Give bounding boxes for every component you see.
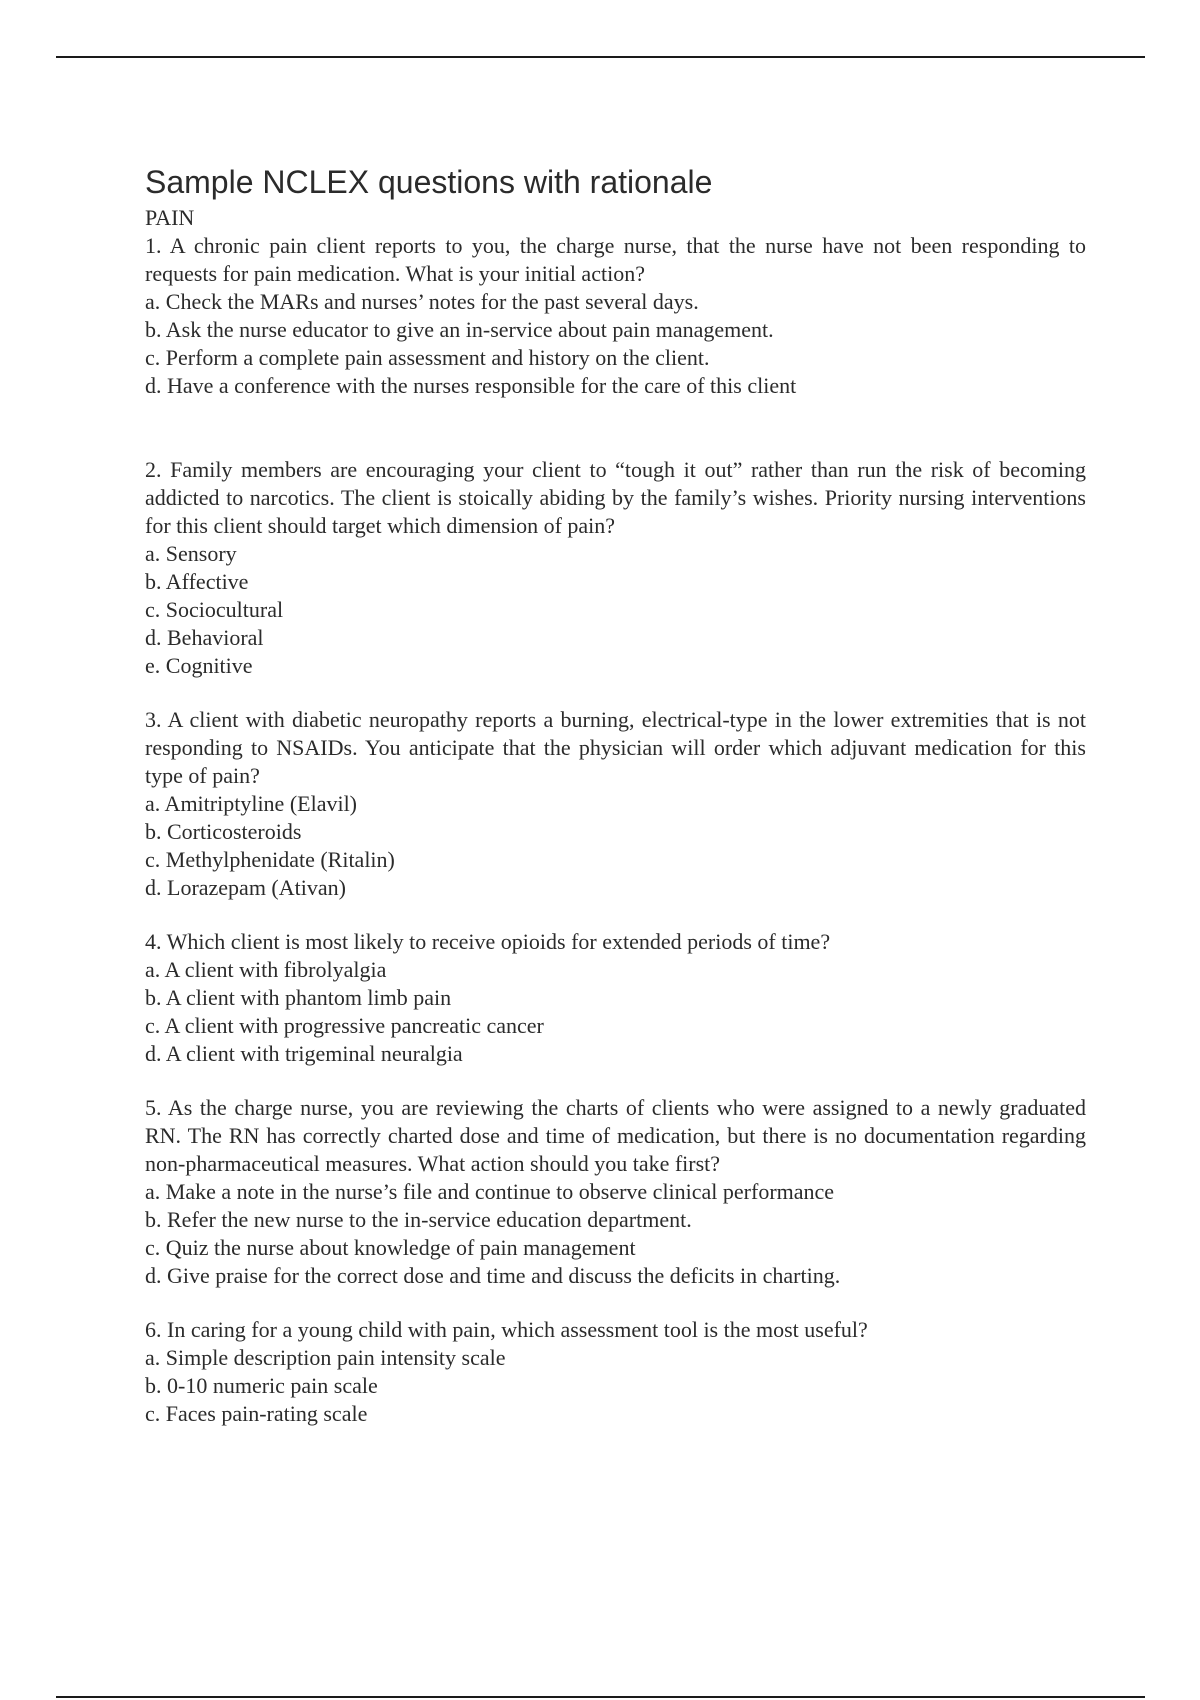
answer-option: b. Affective	[145, 569, 249, 594]
answer-option: c. Quiz the nurse about knowledge of pain management	[145, 1235, 636, 1260]
answer-option: d. Give praise for the correct dose and time and discuss the deficits in charting.	[145, 1263, 841, 1288]
answer-option: e. Cognitive	[145, 653, 253, 678]
answer-option: c. A client with progressive pancreatic cancer	[145, 1013, 544, 1038]
question-6	[145, 1316, 1086, 1428]
answer-option: d. Behavioral	[145, 625, 264, 650]
answer-option: c. Faces pain-rating scale	[145, 1401, 368, 1426]
spacer	[145, 1068, 1086, 1094]
question-stem: 2. Family members are encouraging your client to “tough it out” rather than run the risk of becoming addicted to narcotics. The client is stoically abiding by the family’s wishes. Priority nursing interventions for this client should target which dimension of pain?	[145, 457, 1086, 538]
answer-options	[145, 1178, 1086, 1290]
answer-option: b. A client with phantom limb pain	[145, 985, 452, 1010]
answer-option: a. Make a note in the nurse’s file and continue to observe clinical performance	[145, 1179, 835, 1204]
question-5	[145, 1094, 1086, 1290]
spacer	[145, 902, 1086, 928]
question-stem: 4. Which client is most likely to receive opioids for extended periods of time?	[145, 929, 831, 954]
answer-option: c. Perform a complete pain assessment and history on the client.	[145, 345, 710, 370]
spacer	[145, 680, 1086, 706]
question-stem: 6. In caring for a young child with pain, which assessment tool is the most useful?	[145, 1317, 868, 1342]
answer-option: a. Amitriptyline (Elavil)	[145, 791, 358, 816]
question-4	[145, 928, 1086, 1068]
answer-options	[145, 288, 1086, 400]
question-stem: 3. A client with diabetic neuropathy reports a burning, electrical-type in the lower extremities that is not responding to NSAIDs. You anticipate that the physician will order which adjuvant medication for this type of pain?	[145, 707, 1086, 788]
answer-option: d. A client with trigeminal neuralgia	[145, 1041, 463, 1066]
section-heading: PAIN	[145, 205, 195, 230]
answer-option: b. Corticosteroids	[145, 819, 302, 844]
answer-option: d. Have a conference with the nurses responsible for the care of this client	[145, 373, 797, 398]
answer-options	[145, 1344, 1086, 1428]
answer-option: b. Refer the new nurse to the in-service education department.	[145, 1207, 692, 1232]
spacer	[145, 400, 1086, 456]
bottom-rule	[56, 1696, 1145, 1698]
spacer	[145, 1290, 1086, 1316]
answer-options	[145, 790, 1086, 902]
question-3	[145, 706, 1086, 902]
answer-option: a. Sensory	[145, 541, 237, 566]
answer-option: a. Simple description pain intensity scale	[145, 1345, 506, 1370]
answer-option: c. Sociocultural	[145, 597, 284, 622]
answer-options	[145, 540, 1086, 680]
question-1	[145, 232, 1086, 400]
answer-option: c. Methylphenidate (Ritalin)	[145, 847, 395, 872]
top-rule	[56, 56, 1145, 58]
question-stem: 1. A chronic pain client reports to you, the charge nurse, that the nurse have not been responding to requests for pain medication. What is your initial action?	[145, 233, 1086, 286]
answer-option: b. 0-10 numeric pain scale	[145, 1373, 378, 1398]
answer-option: b. Ask the nurse educator to give an in-service about pain management.	[145, 317, 774, 342]
document-body	[145, 160, 1086, 1428]
answer-option: d. Lorazepam (Ativan)	[145, 875, 346, 900]
answer-options	[145, 956, 1086, 1068]
question-stem: 5. As the charge nurse, you are reviewing the charts of clients who were assigned to a newly graduated RN. The RN has correctly charted dose and time of medication, but there is no documentation regarding non-pharmaceutical measures. What action should you take first?	[145, 1095, 1086, 1176]
question-2	[145, 456, 1086, 680]
document-title: Sample NCLEX questions with rationale	[145, 164, 713, 200]
answer-option: a. Check the MARs and nurses’ notes for the past several days.	[145, 289, 699, 314]
answer-option: a. A client with fibrolyalgia	[145, 957, 387, 982]
